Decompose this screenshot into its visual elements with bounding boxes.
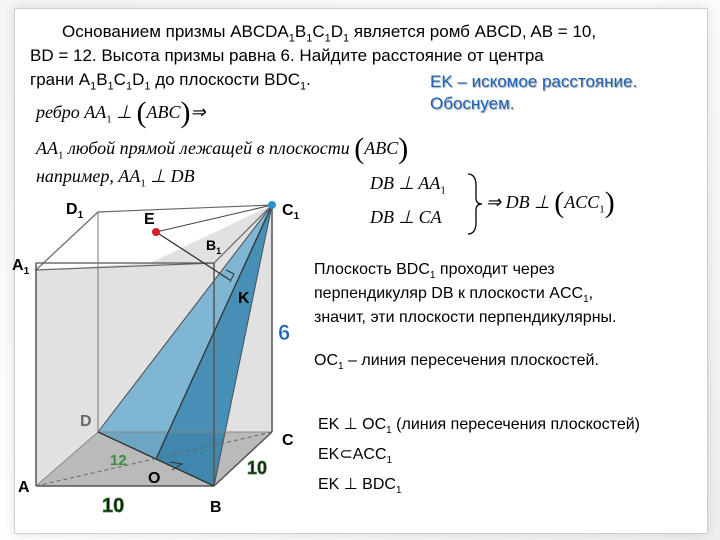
reasoning-line-1: ребро $AA_1$ ⊥ (ABC)⇒: [36, 96, 206, 129]
statement1-line-3: значит, эти плоскости перпендикулярны.: [314, 309, 617, 326]
reasoning-line-3: например, $AA_1$ ⊥ DB: [36, 166, 195, 190]
label-b1: $B_1$: [206, 237, 222, 256]
label-a: A: [18, 479, 30, 496]
statement2: $OC_1$ – линия пересечения плоскостей.: [314, 352, 599, 373]
reasoning-line-2: $AA_1$ любой прямой лежащей в плоскости (ABC): [36, 132, 409, 165]
system-conclusion: ⇒ DB ⊥ $(ACC_1)$: [486, 186, 615, 219]
problem-line-1: Основанием призмы $ABCDA_1B_1C_1D_1$ является ромб ABCD, AB = 10,: [62, 22, 597, 45]
problem-line-2: BD = 12. Высота призмы равна 6. Найдите расстояние от центра: [30, 46, 544, 65]
fact-1: EK ⊥ $OC_1$ (линия пересечения плоскостей): [318, 416, 640, 437]
measure-bc: 10: [247, 458, 268, 478]
label-b: B: [210, 499, 222, 516]
measure-bd: 12: [110, 452, 127, 469]
point-c1: [268, 201, 276, 209]
fact-2: $EK\subset ACC_1$: [318, 446, 393, 467]
label-k: K: [238, 290, 250, 307]
label-c1: $C_1$: [282, 202, 300, 222]
problem-line-3: грани $A_1B_1C_1D_1$ до плоскости $BDC_1$.: [30, 70, 311, 93]
label-e: E: [144, 211, 155, 228]
statement1-line-2: перпендикуляр DB к плоскости $ACC_1$,: [314, 285, 594, 306]
system-row-1: DB ⊥ $AA_1$: [370, 173, 446, 197]
fact-3: EK ⊥ $BDC_1$: [318, 476, 402, 497]
measure-height: 6: [278, 320, 291, 345]
point-e: [152, 228, 160, 236]
system-row-2: DB ⊥ CA: [370, 207, 442, 227]
statement1-line-1: Плоскость $BDC_1$ проходит через: [314, 261, 555, 282]
label-d: D: [80, 413, 92, 430]
callout-line-2: Обоснуем.: [430, 94, 515, 113]
label-d1: $D_1$: [66, 201, 84, 221]
label-a1: $A_1$: [12, 257, 30, 277]
label-c: C: [282, 432, 294, 449]
label-o: O: [148, 470, 161, 487]
measure-ab: 10: [102, 495, 125, 517]
callout-line-1: EK – искомое расстояние.: [430, 72, 638, 91]
